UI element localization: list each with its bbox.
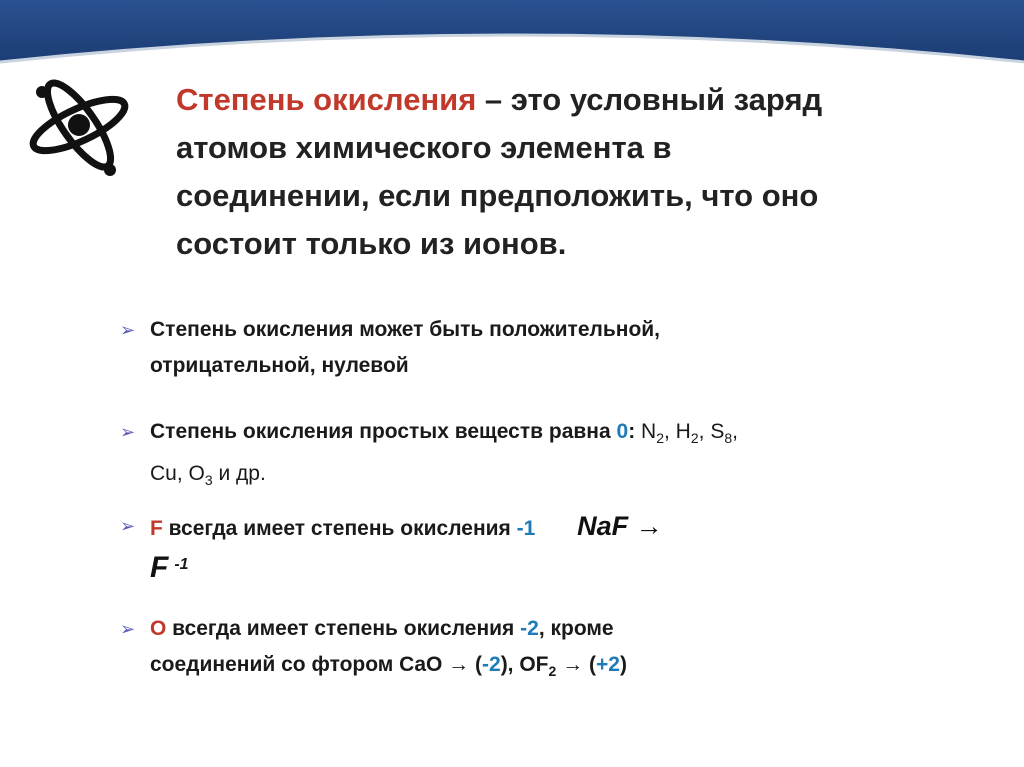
formula-of-sub: 2 — [548, 663, 557, 680]
separator: , — [732, 420, 738, 443]
fluorine-ion-charge: -1 — [174, 556, 189, 573]
bullet-1-line-2: отрицательной, нулевой — [150, 354, 409, 377]
bullet-2-rest: и др. — [212, 462, 266, 486]
definition-line-3: соединении, если предположить, что оно — [176, 178, 819, 213]
bullet-item-simple-substances — [120, 414, 850, 498]
bullet-1-line-1: Степень окисления может быть положительной, — [150, 318, 661, 341]
bullet-4-line2-c: → ( — [556, 653, 596, 676]
bullet-4-text2: , кроме — [538, 617, 614, 640]
formula-s-sub: 8 — [724, 430, 733, 447]
bullet-item-oxygen — [120, 611, 850, 689]
formula-h: H — [675, 420, 691, 443]
bullet-item-signs — [120, 312, 850, 384]
bullet-4-text: всегда имеет степень окисления — [166, 617, 521, 640]
bullet-3-element: F — [150, 517, 163, 540]
bullet-2-colon: : — [628, 420, 642, 443]
definition-dash: – — [476, 82, 511, 117]
formula-o-sub: 3 — [204, 472, 213, 489]
formula-o: O — [188, 462, 205, 486]
bullet-4-line2-a: соединений со фтором CaO → ( — [150, 653, 482, 676]
formula-n: N — [641, 420, 657, 443]
arrow-bullet-icon: ➢ — [120, 422, 136, 442]
bullet-4-value: -2 — [520, 617, 539, 640]
formula-h-sub: 2 — [690, 430, 699, 447]
definition-line-1: это условный заряд — [510, 82, 823, 117]
definition-term: Степень окисления — [176, 82, 477, 117]
bullet-4-element: O — [150, 617, 167, 640]
fluorine-ion: F — [150, 551, 169, 584]
separator: , — [698, 420, 711, 443]
definition-line-4: состоит только из ионов. — [176, 226, 567, 261]
atom-icon — [24, 70, 134, 180]
formula-s: S — [710, 420, 725, 443]
arrow-bullet-icon: ➢ — [120, 320, 136, 340]
bullet-4-line2-d: ) — [619, 653, 627, 676]
formula-n-sub: 2 — [656, 430, 664, 447]
separator: , — [664, 420, 676, 443]
bullet-2-text: Степень окисления простых веществ равна — [150, 420, 617, 443]
definition-line-2: атомов химического элемента в — [176, 130, 672, 165]
definition-text — [176, 76, 956, 268]
bullet-4-line2-b: ), OF — [500, 653, 549, 676]
naf-example: NaF → — [577, 511, 663, 541]
bullet-3-value: -1 — [516, 517, 536, 540]
bullet-4-value3: +2 — [595, 653, 620, 676]
arrow-bullet-icon: ➢ — [120, 619, 136, 639]
bullet-4-value2: -2 — [482, 653, 501, 676]
bullet-item-fluorine — [120, 508, 850, 589]
arrow-bullet-icon: ➢ — [120, 516, 136, 536]
bullet-3-text: всегда имеет степень окисления — [162, 517, 517, 540]
formula-cu: Cu, — [150, 462, 189, 486]
bullet-2-value: 0 — [616, 420, 629, 443]
